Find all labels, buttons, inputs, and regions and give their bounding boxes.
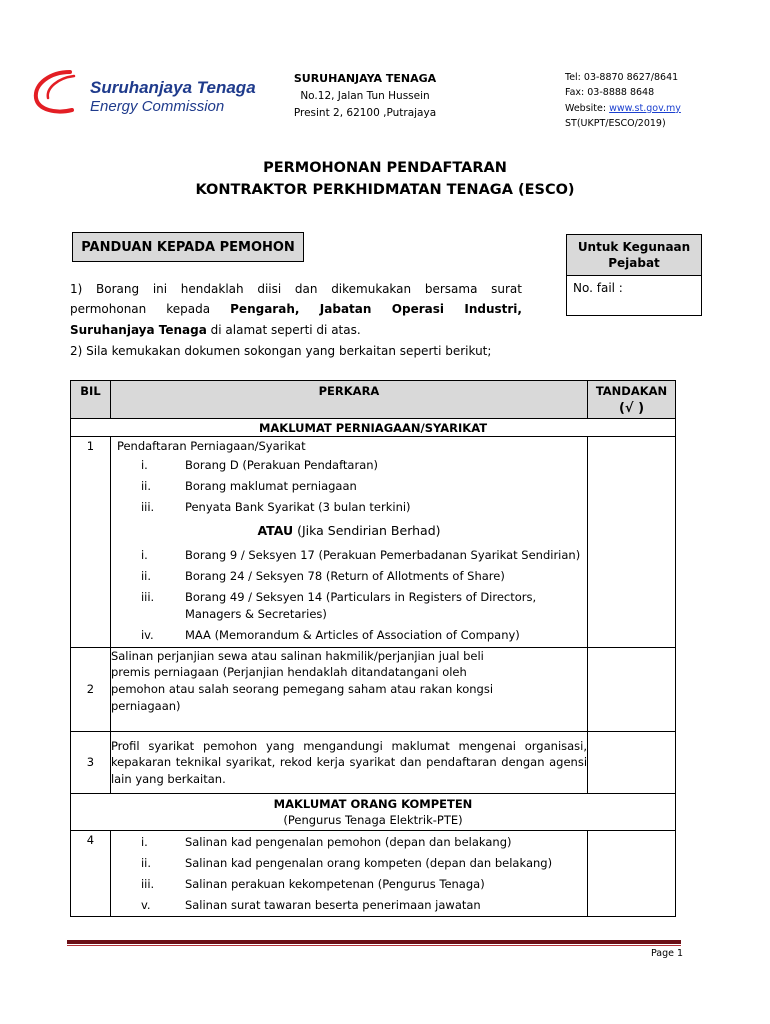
instruction-1-part-b: di alamat seperti di atas. — [206, 322, 361, 337]
file-number-field[interactable] — [567, 276, 701, 315]
item-num: i. — [140, 458, 148, 472]
table-row — [71, 830, 676, 916]
tick-cell[interactable] — [588, 830, 676, 916]
item-num: ii. — [140, 569, 151, 584]
header-tandakan — [588, 381, 676, 419]
list-item — [111, 831, 587, 852]
section-business-title: MAKLUMAT PERNIAGAAN/SYARIKAT — [71, 419, 676, 437]
website-link[interactable]: www.st.gov.my — [609, 102, 681, 114]
section-competent-subtitle: (Pengurus Tenaga Elektrik-PTE) — [283, 812, 463, 827]
item-text: Borang 9 / Seksyen 17 (Perakuan Pemerbadanan Syarikat Sendirian) — [184, 548, 581, 563]
org-name: SURUHANJAYA TENAGA — [293, 72, 437, 85]
item-text: Salinan kad pengenalan pemohon (depan dan belakang) — [184, 834, 512, 849]
header-tick-symbol: (√ ) — [618, 400, 645, 416]
form-title-line1: PERMOHONAN PENDAFTARAN — [263, 160, 507, 176]
atau-rest: (Jika Sendirian Berhad) — [293, 523, 441, 539]
item-num: i. — [140, 834, 148, 849]
section-business-row — [71, 419, 676, 437]
list-item — [111, 586, 587, 623]
item-text: Borang maklumat perniagaan — [184, 479, 357, 494]
list-item — [111, 873, 587, 894]
list-item — [111, 496, 587, 517]
item-num: v. — [140, 898, 151, 913]
row-number: 1 — [71, 437, 111, 648]
office-use-box — [566, 234, 702, 316]
fax-text: Fax: 03-8888 8648 — [565, 87, 655, 99]
list-item — [111, 852, 587, 873]
item-num: ii. — [140, 479, 151, 494]
header-bil: BIL — [71, 381, 111, 419]
item-num: iii. — [140, 590, 155, 605]
header-tandakan-label: TANDAKAN — [595, 384, 668, 398]
item-text: Borang D (Perakuan Pendaftaran) — [184, 458, 379, 472]
footer-divider — [67, 940, 681, 944]
table-header-row — [71, 381, 676, 419]
row1-title: Pendaftaran Perniagaan/Syarikat — [116, 439, 306, 453]
item-text: Salinan surat tawaran beserta penerimaan jawatan — [184, 898, 481, 913]
item-text: MAA (Memorandum & Articles of Association of Company) — [184, 627, 520, 642]
header-contact — [565, 70, 765, 132]
instruction-1 — [70, 279, 522, 340]
reference-code: ST(UKPT/ESCO/2019) — [565, 118, 666, 130]
item-text: Salinan kad pengenalan orang kompeten (depan dan belakang) — [184, 856, 553, 871]
tel-text: Tel: 03-8870 8627/8641 — [565, 72, 679, 83]
row1-items-2 — [111, 544, 587, 646]
table-row — [71, 731, 676, 793]
item-num: iv. — [140, 627, 154, 642]
row1-content — [110, 437, 587, 648]
page-number: Page 1 — [651, 948, 684, 959]
item-num: iii. — [140, 877, 155, 892]
list-item — [111, 624, 587, 647]
table-row — [71, 647, 676, 731]
website-line — [565, 101, 765, 116]
tick-cell[interactable] — [588, 647, 676, 731]
list-item — [111, 894, 587, 916]
item-text: Borang 49 / Seksyen 14 (Particulars in Registers of Directors, Managers & Secretaries) — [184, 590, 537, 621]
list-item — [111, 544, 587, 565]
document-checklist-table — [70, 380, 676, 917]
section-competent-row — [71, 793, 676, 830]
office-use-heading: Untuk Kegunaan Pejabat — [567, 235, 701, 276]
instruction-1-bold: Pengarah, Jabatan Operasi Industri, Suruhanjaya Tenaga — [70, 302, 522, 337]
tick-cell[interactable] — [588, 437, 676, 648]
header-address — [280, 70, 450, 123]
address-line2: Presint 2, 62100 ,Putrajaya — [293, 107, 437, 120]
list-item — [111, 565, 587, 586]
section-competent — [71, 793, 676, 830]
list-item — [111, 454, 587, 475]
logo-line2: Energy Commission — [90, 98, 225, 115]
item-text: Salinan perakuan kekompetenan (Pengurus Tenaga) — [184, 877, 485, 892]
row4-content — [110, 830, 587, 916]
file-number-label: No. fail : — [573, 281, 623, 296]
form-title-line2: KONTRAKTOR PERKHIDMATAN TENAGA (ESCO) — [195, 182, 575, 198]
section-competent-title: MAKLUMAT ORANG KOMPETEN — [273, 796, 473, 811]
item-num: ii. — [140, 856, 151, 871]
address-line1: No.12, Jalan Tun Hussein — [300, 90, 430, 103]
row-number: 2 — [71, 647, 111, 731]
item-num: iii. — [140, 500, 155, 515]
logo-line1: Suruhanjaya Tenaga — [90, 78, 256, 97]
item-num: i. — [140, 548, 148, 563]
row1-items — [111, 454, 587, 517]
instruction-1-part-a: 1) Borang ini hendaklah diisi dan dikemukakan bersama surat permohonan kepada — [70, 282, 522, 317]
instruction-2: 2) Sila kemukakan dokumen sokongan yang berkaitan seperti berikut; — [70, 344, 492, 358]
item-text: Borang 24 / Seksyen 78 (Return of Allotments of Share) — [184, 569, 505, 584]
atau-line — [111, 517, 587, 544]
header-perkara: PERKARA — [110, 381, 587, 419]
guide-heading: PANDUAN KEPADA PEMOHON — [72, 232, 304, 262]
atau-bold: ATAU — [257, 523, 294, 539]
energy-commission-logo-icon — [28, 64, 278, 124]
list-item — [111, 475, 587, 496]
row2-text: Salinan perjanjian sewa atau salinan hakmilik/perjanjian jual beli premis perniagaan (Perjanjian hendaklah ditandatangani oleh pemohon atau salah seorang pemegang saham atau rakan kongsi perniagaan) — [110, 647, 587, 731]
row-number: 3 — [71, 731, 111, 793]
table-row — [71, 437, 676, 648]
tick-cell[interactable] — [588, 731, 676, 793]
item-text: Penyata Bank Syarikat (3 bulan terkini) — [184, 500, 411, 515]
row3-text: Profil syarikat pemohon yang mengandungi maklumat mengenai organisasi, kepakaran teknikal syarikat, rekod kerja syarikat dan pendaftaran dengan agensi lain yang berkaitan. — [110, 731, 587, 793]
footer-divider-thin — [67, 945, 681, 946]
row-number: 4 — [71, 830, 111, 916]
website-label: Website: — [565, 102, 610, 114]
